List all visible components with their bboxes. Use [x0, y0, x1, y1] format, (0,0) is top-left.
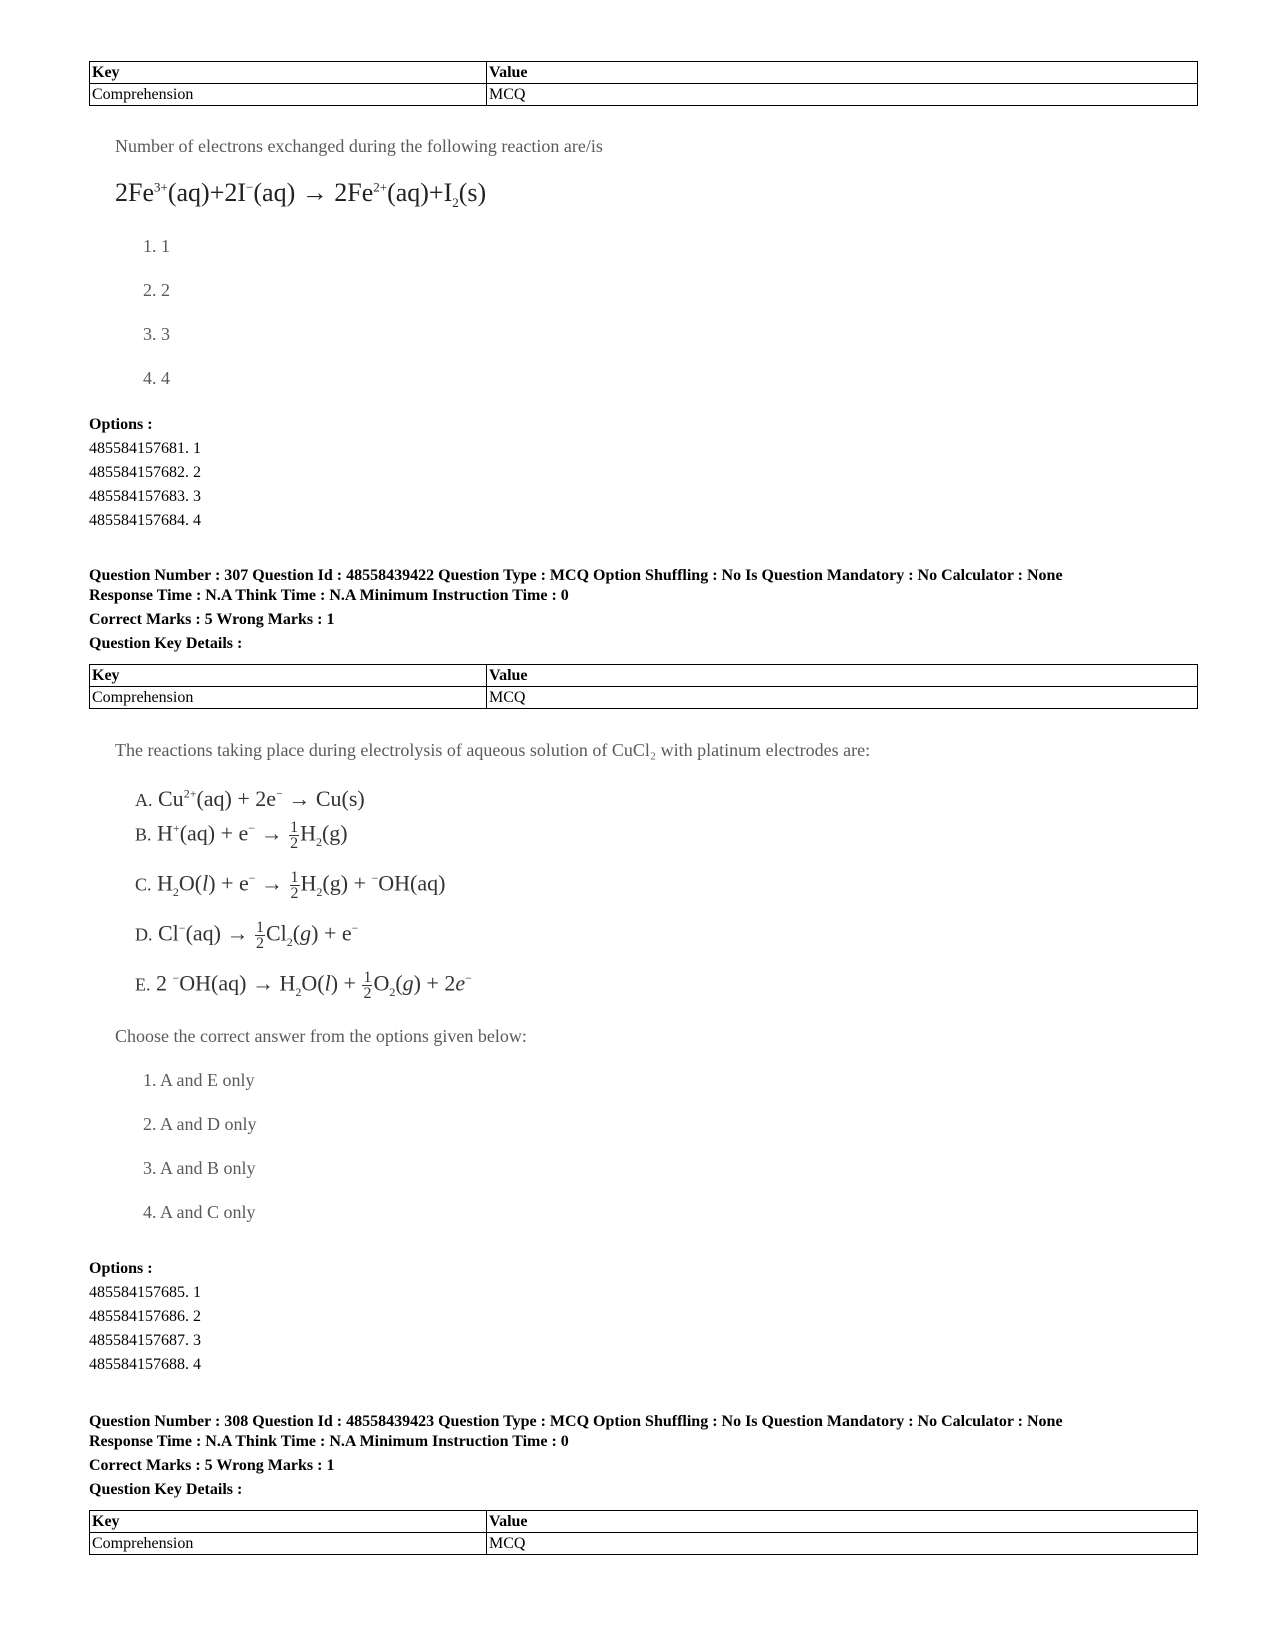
question-key-details: Question Key Details :: [89, 1481, 243, 1498]
reaction-c: C. $H_2O(l) + e^-$ → $\frac{1}{2}$ $H_2(g) + ^-OH(aq)$: [135, 869, 446, 902]
options-title: Options :: [89, 1260, 153, 1277]
option-line: 485584157682. 2: [89, 464, 201, 481]
key-cell: Comprehension: [90, 84, 487, 106]
question-stem: Number of electrons exchanged during the following reaction are/is: [115, 136, 603, 156]
value-cell: MCQ: [487, 84, 1198, 106]
reaction-e: E. 2 $^-OH(aq) \to H_2O(l)$ + $\frac{1}{2}$ $O_2(g) + 2e^-$: [135, 969, 472, 1002]
question-image: [115, 136, 715, 396]
image-option: 2. A and D only: [143, 1114, 257, 1134]
reaction-equation: $2Fe^{3+}(aq)+2I^-(aq) \to 2Fe^{2+}(aq)+I_2(s)$: [115, 178, 487, 211]
question-marks: Correct Marks : 5 Wrong Marks : 1: [89, 1457, 335, 1474]
value-cell: MCQ: [487, 687, 1198, 709]
reaction-b: B. H+(aq) + e− → $\frac{1}{2}$ $H_2(g)$: [135, 819, 348, 852]
question-key-details: Question Key Details :: [89, 635, 243, 652]
key-cell: Comprehension: [90, 1533, 487, 1555]
image-option: 3. 3: [143, 324, 170, 344]
question-image: [115, 740, 975, 1240]
value-header: Value: [487, 62, 1198, 84]
image-option: 3. A and B only: [143, 1158, 256, 1178]
question-key-table: [89, 1510, 1198, 1555]
question-key-table: [89, 664, 1198, 709]
options-title: Options :: [89, 416, 153, 433]
question-meta: Question Number : 308 Question Id : 48558439423 Question Type : MCQ Option Shuffling : No Is Question Mandatory : No Calculator : None: [89, 1413, 1063, 1430]
option-line: 485584157687. 3: [89, 1332, 201, 1349]
question-timing: Response Time : N.A Think Time : N.A Minimum Instruction Time : 0: [89, 587, 569, 604]
question-marks: Correct Marks : 5 Wrong Marks : 1: [89, 611, 335, 628]
option-line: 485584157686. 2: [89, 1308, 201, 1325]
reaction-a: A. $Cu^{2+}(aq) + 2e^- \to Cu(s)$: [135, 786, 365, 811]
value-header: Value: [487, 665, 1198, 687]
question-meta: Question Number : 307 Question Id : 48558439422 Question Type : MCQ Option Shuffling : No Is Question Mandatory : No Calculator : None: [89, 567, 1063, 584]
option-line: 485584157685. 1: [89, 1284, 201, 1301]
key-header: Key: [90, 665, 487, 687]
key-header: Key: [90, 1511, 487, 1533]
question-key-table: [89, 61, 1198, 106]
choose-instruction: Choose the correct answer from the options given below:: [115, 1026, 527, 1046]
option-line: 485584157684. 4: [89, 512, 201, 529]
image-option: 4. 4: [143, 368, 170, 388]
option-line: 485584157681. 1: [89, 440, 201, 457]
key-cell: Comprehension: [90, 687, 487, 709]
image-option: 4. A and C only: [143, 1202, 256, 1222]
reaction-d: D. Cl−(aq) → $\frac{1}{2}$ $Cl_2(g) + e^-$: [135, 919, 359, 952]
option-line: 485584157688. 4: [89, 1356, 201, 1373]
value-cell: MCQ: [487, 1533, 1198, 1555]
option-line: 485584157683. 3: [89, 488, 201, 505]
key-header: Key: [90, 62, 487, 84]
question-timing: Response Time : N.A Think Time : N.A Minimum Instruction Time : 0: [89, 1433, 569, 1450]
image-option: 2. 2: [143, 280, 170, 300]
question-stem: The reactions taking place during electrolysis of aqueous solution of CuCl₂ with platinum electrodes are:: [115, 740, 871, 760]
value-header: Value: [487, 1511, 1198, 1533]
image-option: 1. A and E only: [143, 1070, 255, 1090]
image-option: 1. 1: [143, 236, 170, 256]
